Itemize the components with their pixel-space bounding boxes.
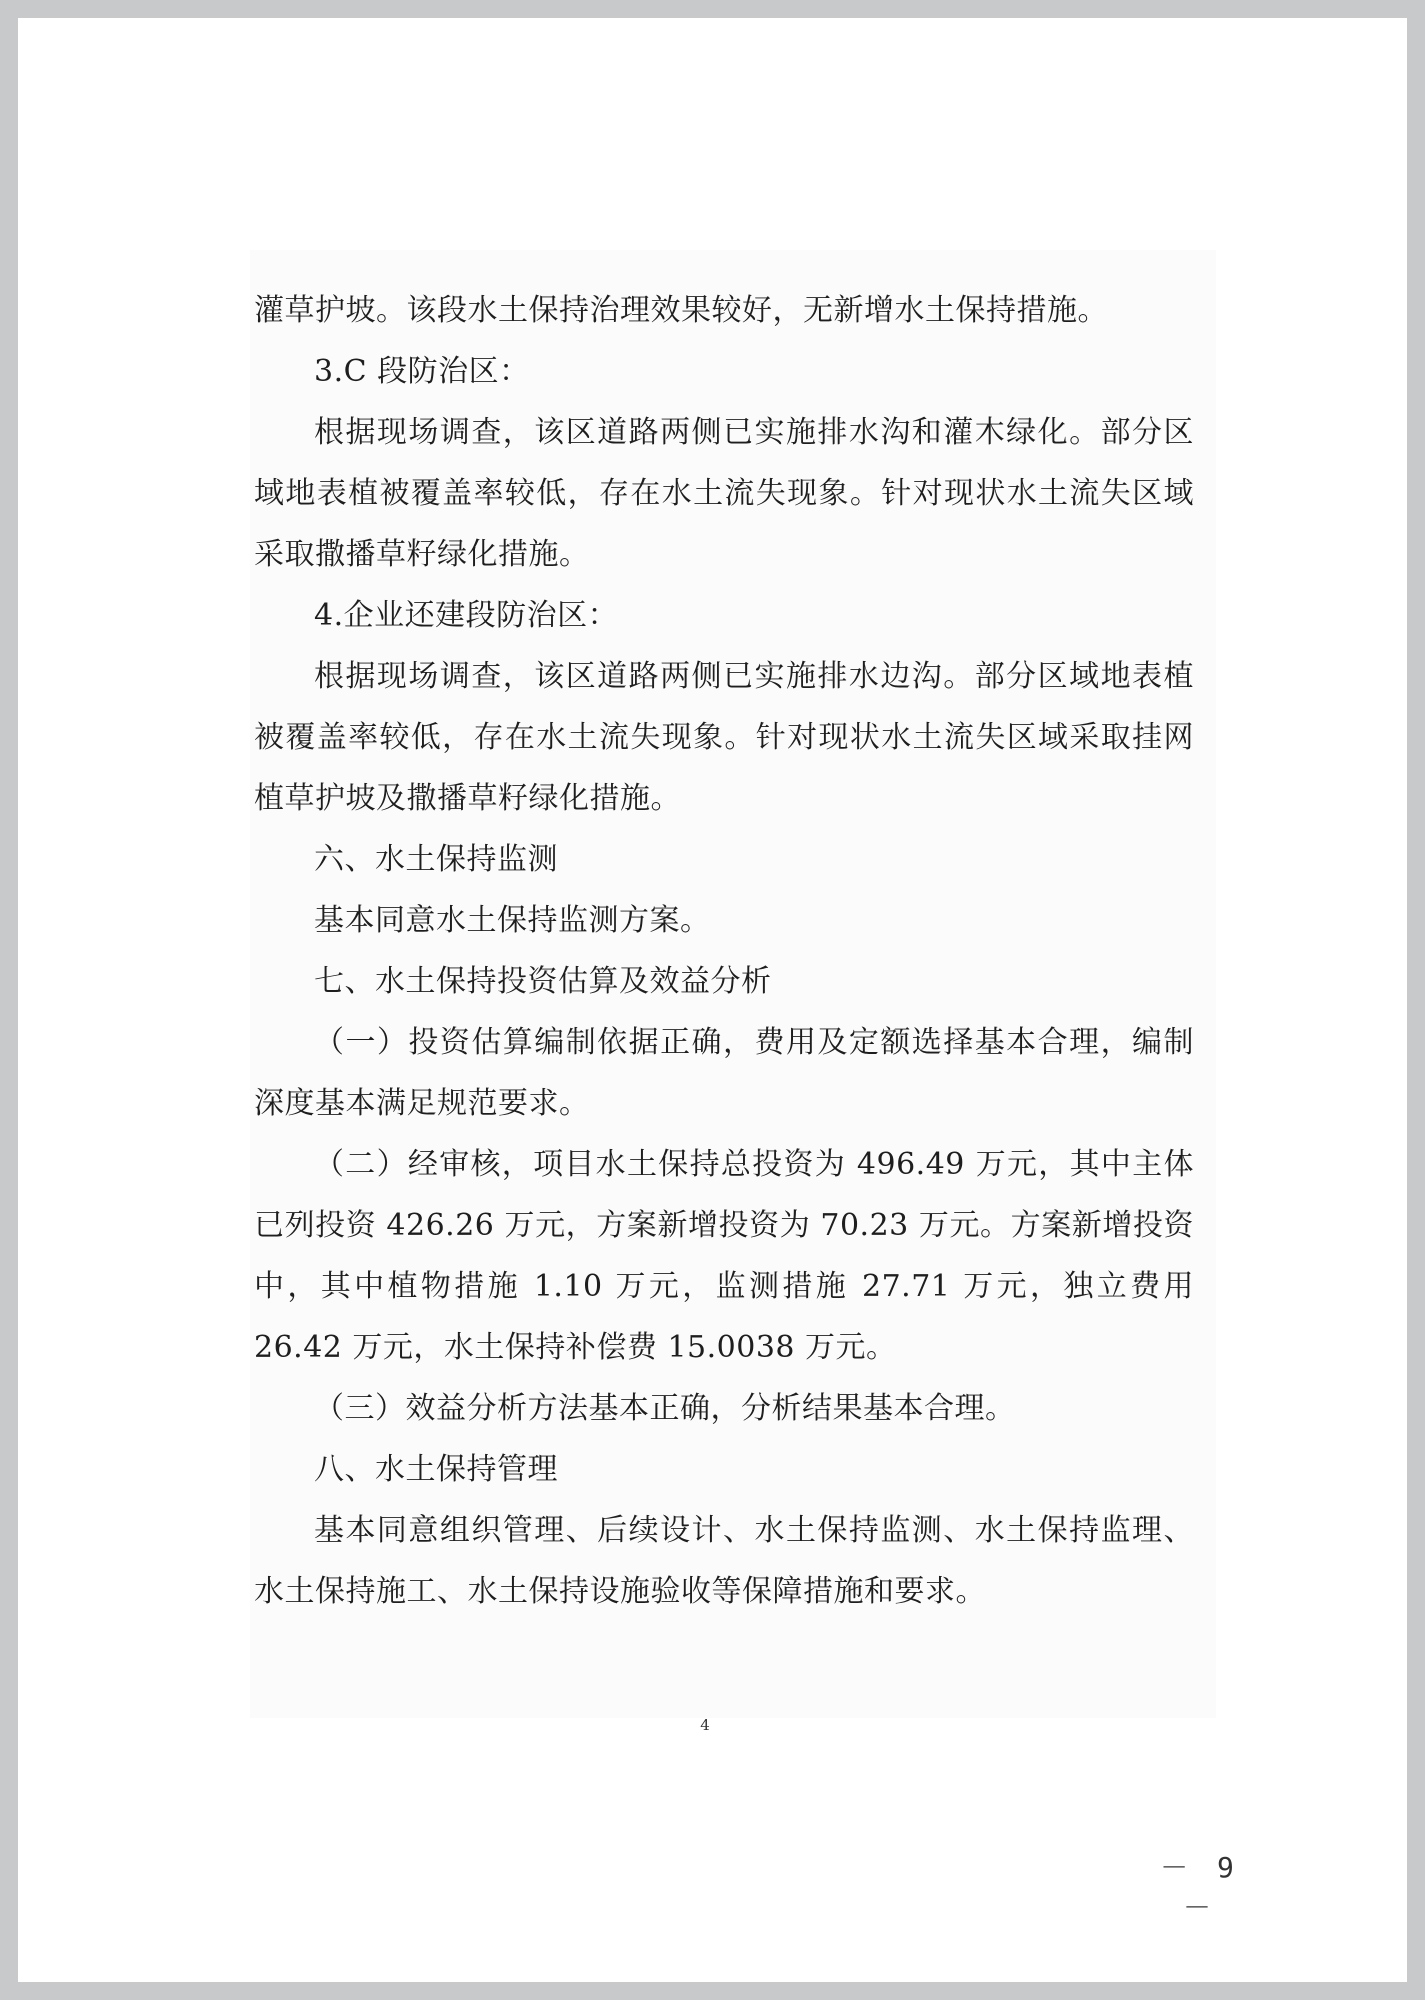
paragraph: 基本同意水土保持监测方案。 bbox=[314, 903, 711, 938]
paragraph: （三）效益分析方法基本正确，分析结果基本合理。 bbox=[314, 1391, 1016, 1426]
inner-page-number: 4 bbox=[700, 1716, 710, 1734]
page-sheet bbox=[18, 18, 1407, 1982]
paragraph: （一）投资估算编制依据正确，费用及定额选择基本合理，编制深度基本满足规范要求。 bbox=[254, 1025, 1194, 1121]
paragraph: 根据现场调查，该区道路两侧已实施排水沟和灌木绿化。部分区域地表植被覆盖率较低，存在水土流失现象。针对现状水土流失区域采取撒播草籽绿化措施。 bbox=[254, 415, 1194, 572]
paragraph: 灌草护坡。该段水土保持治理效果较好，无新增水土保持措施。 bbox=[254, 293, 1108, 328]
section-heading: 八、水土保持管理 bbox=[314, 1452, 558, 1487]
document-body bbox=[254, 280, 1194, 1622]
paragraph: （二）经审核，项目水土保持总投资为 496.49 万元，其中主体已列投资 426.26 万元，方案新增投资为 70.23 万元。方案新增投资中，其中植物措施 1.10 万元，监测措施 27.71 万元，独立费用 26.42 万元，水土保持补偿费 15.0038 万元。 bbox=[254, 1147, 1194, 1365]
paragraph: 基本同意组织管理、后续设计、水土保持监测、水土保持监理、水土保持施工、水土保持设施验收等保障措施和要求。 bbox=[254, 1513, 1194, 1609]
section-heading: 3.C 段防治区： bbox=[314, 354, 530, 389]
section-heading: 六、水土保持监测 bbox=[314, 842, 558, 877]
section-heading: 七、水土保持投资估算及效益分析 bbox=[314, 964, 772, 999]
section-heading: 4.企业还建段防治区： bbox=[314, 598, 619, 633]
outer-page-number: － 9 － bbox=[1160, 1851, 1240, 1924]
paragraph: 根据现场调查，该区道路两侧已实施排水边沟。部分区域地表植被覆盖率较低，存在水土流失现象。针对现状水土流失区域采取挂网植草护坡及撒播草籽绿化措施。 bbox=[254, 659, 1194, 816]
